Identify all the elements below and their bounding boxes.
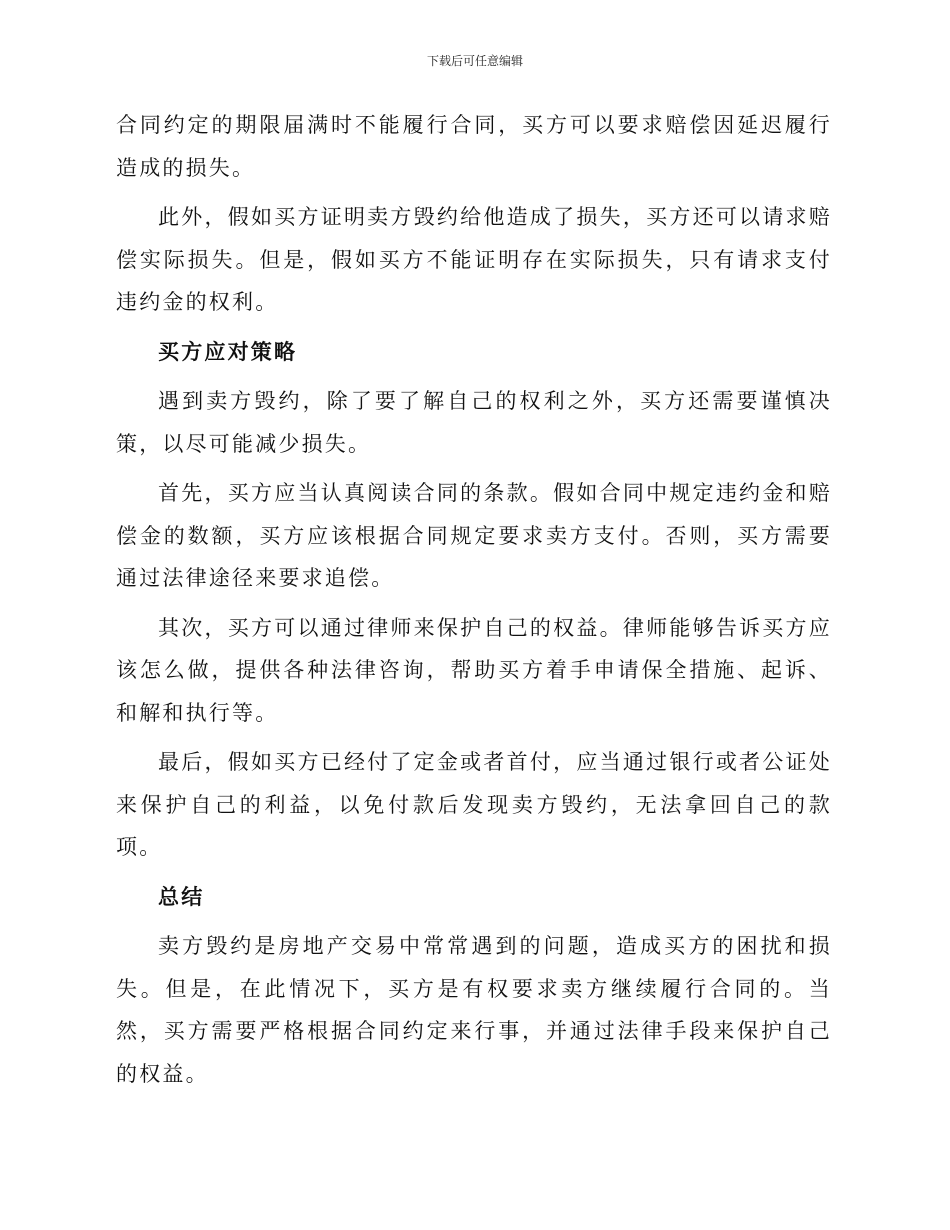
- paragraph-continuation: 合同约定的期限届满时不能履行合同，买方可以要求赔偿因延迟履行造成的损失。: [116, 113, 832, 180]
- section-heading-strategy: 买方应对策略: [158, 338, 298, 364]
- paragraph-last: 最后，假如买方已经付了定金或者首付，应当通过银行或者公证处来保护自己的利益，以免付款后发现卖方毁约，无法拿回自己的款项。: [116, 750, 832, 859]
- paragraph-second: 其次，买方可以通过律师来保护自己的权益。律师能够告诉买方应该怎么做，提供各种法律咨询，帮助买方着手申请保全措施、起诉、和解和执行等。: [116, 615, 832, 725]
- section-heading-summary: 总结: [158, 883, 205, 909]
- paragraph-strategy-intro: 遇到卖方毁约，除了要了解自己的权利之外，买方还需要谨慎决策，以尽可能减少损失。: [116, 389, 832, 456]
- page-header: 下载后可任意编辑: [426, 54, 523, 68]
- paragraph-summary: 卖方毁约是房地产交易中常常遇到的问题，造成买方的困扰和损失。但是，在此情况下，买方是有权要求卖方继续履行合同的。当然，买方需要严格根据合同约定来行事，并通过法律手段来保护自己的权益。: [116, 934, 832, 1086]
- paragraph-first: 首先，买方应当认真阅读合同的条款。假如合同中规定违约金和赔偿金的数额，买方应该根据合同规定要求卖方支付。否则，买方需要通过法律途径来要求追偿。: [116, 481, 832, 590]
- document-body: [116, 104, 832, 1095]
- paragraph-actual-loss: 此外，假如买方证明卖方毁约给他造成了损失，买方还可以请求赔偿实际损失。但是，假如买方不能证明存在实际损失，只有请求支付违约金的权利。: [116, 205, 832, 314]
